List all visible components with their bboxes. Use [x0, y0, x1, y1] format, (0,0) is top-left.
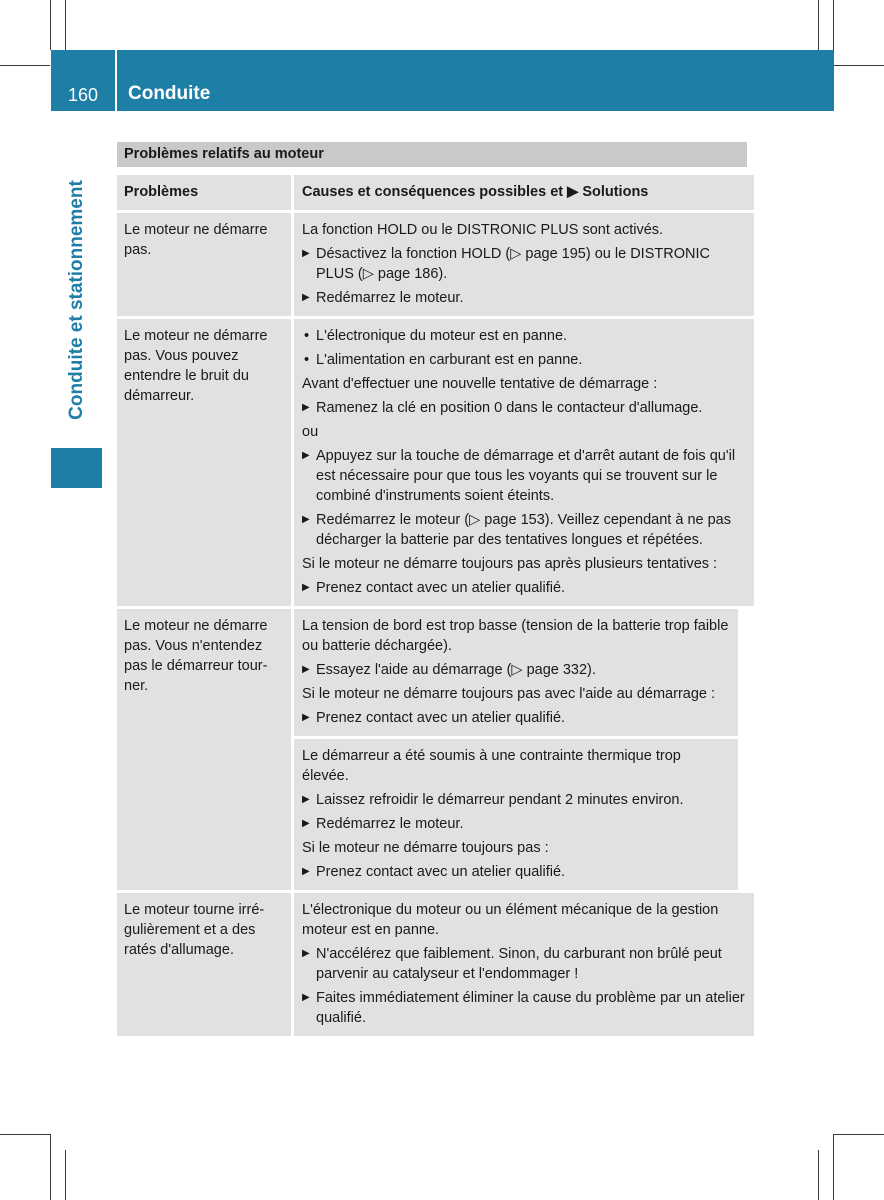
step-item [302, 510, 746, 550]
step-text: Laissez refroidir le démarreur pendant 2 minutes environ. [316, 792, 684, 808]
crop-mark [50, 1134, 51, 1200]
bullet-item [302, 326, 746, 346]
step-arrow-icon: ▶ [302, 948, 310, 959]
problem-cell: Le moteur ne démarre pas. Vous pouvez entendre le bruit du démarreur. [117, 319, 291, 606]
step-item [302, 244, 746, 284]
crop-mark [818, 0, 819, 50]
step-arrow-icon: ▶ [302, 818, 310, 829]
table-row [117, 893, 747, 1036]
crop-mark [0, 65, 50, 66]
solution-cell [294, 213, 754, 316]
cause-text: Si le moteur ne démarre toujours pas avec l'aide au démarrage : [302, 686, 716, 702]
cause-text: La fonction HOLD ou le DISTRONIC PLUS sont activés. [302, 222, 664, 238]
step-item [302, 708, 730, 728]
step-item [302, 814, 730, 834]
step-text: Redémarrez le moteur (▷ page 153). Veillez cependant à ne pas décharger la batterie par des tentatives longues et répétées. [316, 512, 731, 548]
crop-mark [834, 65, 884, 66]
step-item [302, 578, 746, 598]
table-row [117, 319, 747, 606]
step-arrow-icon: ▶ [302, 402, 310, 413]
step-arrow-icon: ▶ [302, 664, 310, 675]
step-text: Essayez l'aide au démarrage (▷ page 332). [316, 662, 596, 678]
table-row [117, 213, 747, 316]
chapter-title: Conduite [128, 83, 211, 104]
or-text: ou [302, 424, 319, 440]
bullet-icon: • [304, 352, 310, 368]
bullet-text: L'alimentation en carburant est en panne. [316, 352, 583, 368]
step-arrow-icon: ▶ [302, 582, 310, 593]
solution-block [294, 609, 738, 736]
step-text: Redémarrez le moteur. [316, 290, 464, 306]
step-text: N'accélérez que faiblement. Sinon, du carburant non brûlé peut parvenir au catalyseur et l'endommager ! [316, 946, 722, 982]
step-text: Appuyez sur la touche de démarrage et d'arrêt autant de fois qu'il est nécessaire pour que tous les voyants qui se trouvent sur le combiné d'instruments soient éteints. [316, 448, 736, 504]
column-header-causes: Causes et conséquences possibles et ▶ Solutions [294, 175, 754, 210]
page-number: 160 [67, 85, 99, 105]
crop-mark [0, 1134, 50, 1135]
step-arrow-icon: ▶ [302, 866, 310, 877]
cause-text: Si le moteur ne démarre toujours pas après plusieurs tentatives : [302, 556, 718, 572]
step-item [302, 944, 746, 984]
crop-mark [833, 1134, 834, 1200]
step-text: Prenez contact avec un atelier qualifié. [316, 864, 566, 880]
step-arrow-icon: ▶ [302, 794, 310, 805]
solution-block [294, 739, 738, 890]
table-header-row [117, 175, 747, 210]
crop-mark [833, 0, 834, 50]
step-item [302, 790, 730, 810]
step-item [302, 862, 730, 882]
solution-cell [294, 319, 754, 606]
step-arrow-icon: ▶ [302, 712, 310, 723]
step-item [302, 288, 746, 308]
crop-mark [65, 1150, 66, 1200]
step-arrow-icon: ▶ [302, 292, 310, 303]
step-text: Prenez contact avec un atelier qualifié. [316, 580, 566, 596]
problem-cell: Le moteur tourne irré-gulièrement et a des ratés d'allumage. [117, 893, 291, 1036]
table-title: Problèmes relatifs au moteur [117, 142, 747, 167]
step-arrow-icon: ▶ [302, 450, 310, 461]
crop-mark [65, 0, 66, 50]
cause-text: Si le moteur ne démarre toujours pas : [302, 840, 549, 856]
step-item [302, 398, 746, 418]
cause-text: L'électronique du moteur ou un élément mécanique de la gestion moteur est en panne. [302, 902, 719, 938]
crop-mark [818, 1150, 819, 1200]
step-text: Prenez contact avec un atelier qualifié. [316, 710, 566, 726]
table-row [117, 609, 747, 890]
step-text: Redémarrez le moteur. [316, 816, 464, 832]
crop-mark [834, 1134, 884, 1135]
step-item [302, 446, 746, 506]
solution-cell [294, 893, 754, 1036]
header-divider [115, 50, 117, 111]
step-arrow-icon: ▶ [302, 248, 310, 259]
solution-cell [294, 609, 738, 890]
crop-mark [50, 0, 51, 50]
cause-text: Avant d'effectuer une nouvelle tentative de démarrage : [302, 376, 658, 392]
bullet-item [302, 350, 746, 370]
bullet-icon: • [304, 328, 310, 344]
step-arrow-icon: ▶ [302, 514, 310, 525]
step-text: Faites immédiatement éliminer la cause du problème par un atelier qualifié. [316, 990, 745, 1026]
side-tab-marker [51, 448, 102, 488]
problems-table [117, 142, 747, 1039]
step-text: Ramenez la clé en position 0 dans le contacteur d'allumage. [316, 400, 703, 416]
step-arrow-icon: ▶ [302, 992, 310, 1003]
cause-text: La tension de bord est trop basse (tension de la batterie trop faible ou batterie déchargée). [302, 618, 729, 654]
problem-cell: Le moteur ne démarre pas. [117, 213, 291, 316]
cause-text: Le démarreur a été soumis à une contrainte thermique trop élevée. [302, 748, 681, 784]
step-text: Désactivez la fonction HOLD (▷ page 195) ou le DISTRONIC PLUS (▷ page 186). [316, 246, 710, 282]
step-item [302, 660, 730, 680]
side-chapter-title: Conduite et stationnement [66, 180, 87, 420]
bullet-text: L'électronique du moteur est en panne. [316, 328, 568, 344]
problem-cell: Le moteur ne démarre pas. Vous n'entendez pas le démarreur tour-ner. [117, 609, 291, 890]
column-header-problems: Problèmes [117, 175, 291, 210]
step-item [302, 988, 746, 1028]
